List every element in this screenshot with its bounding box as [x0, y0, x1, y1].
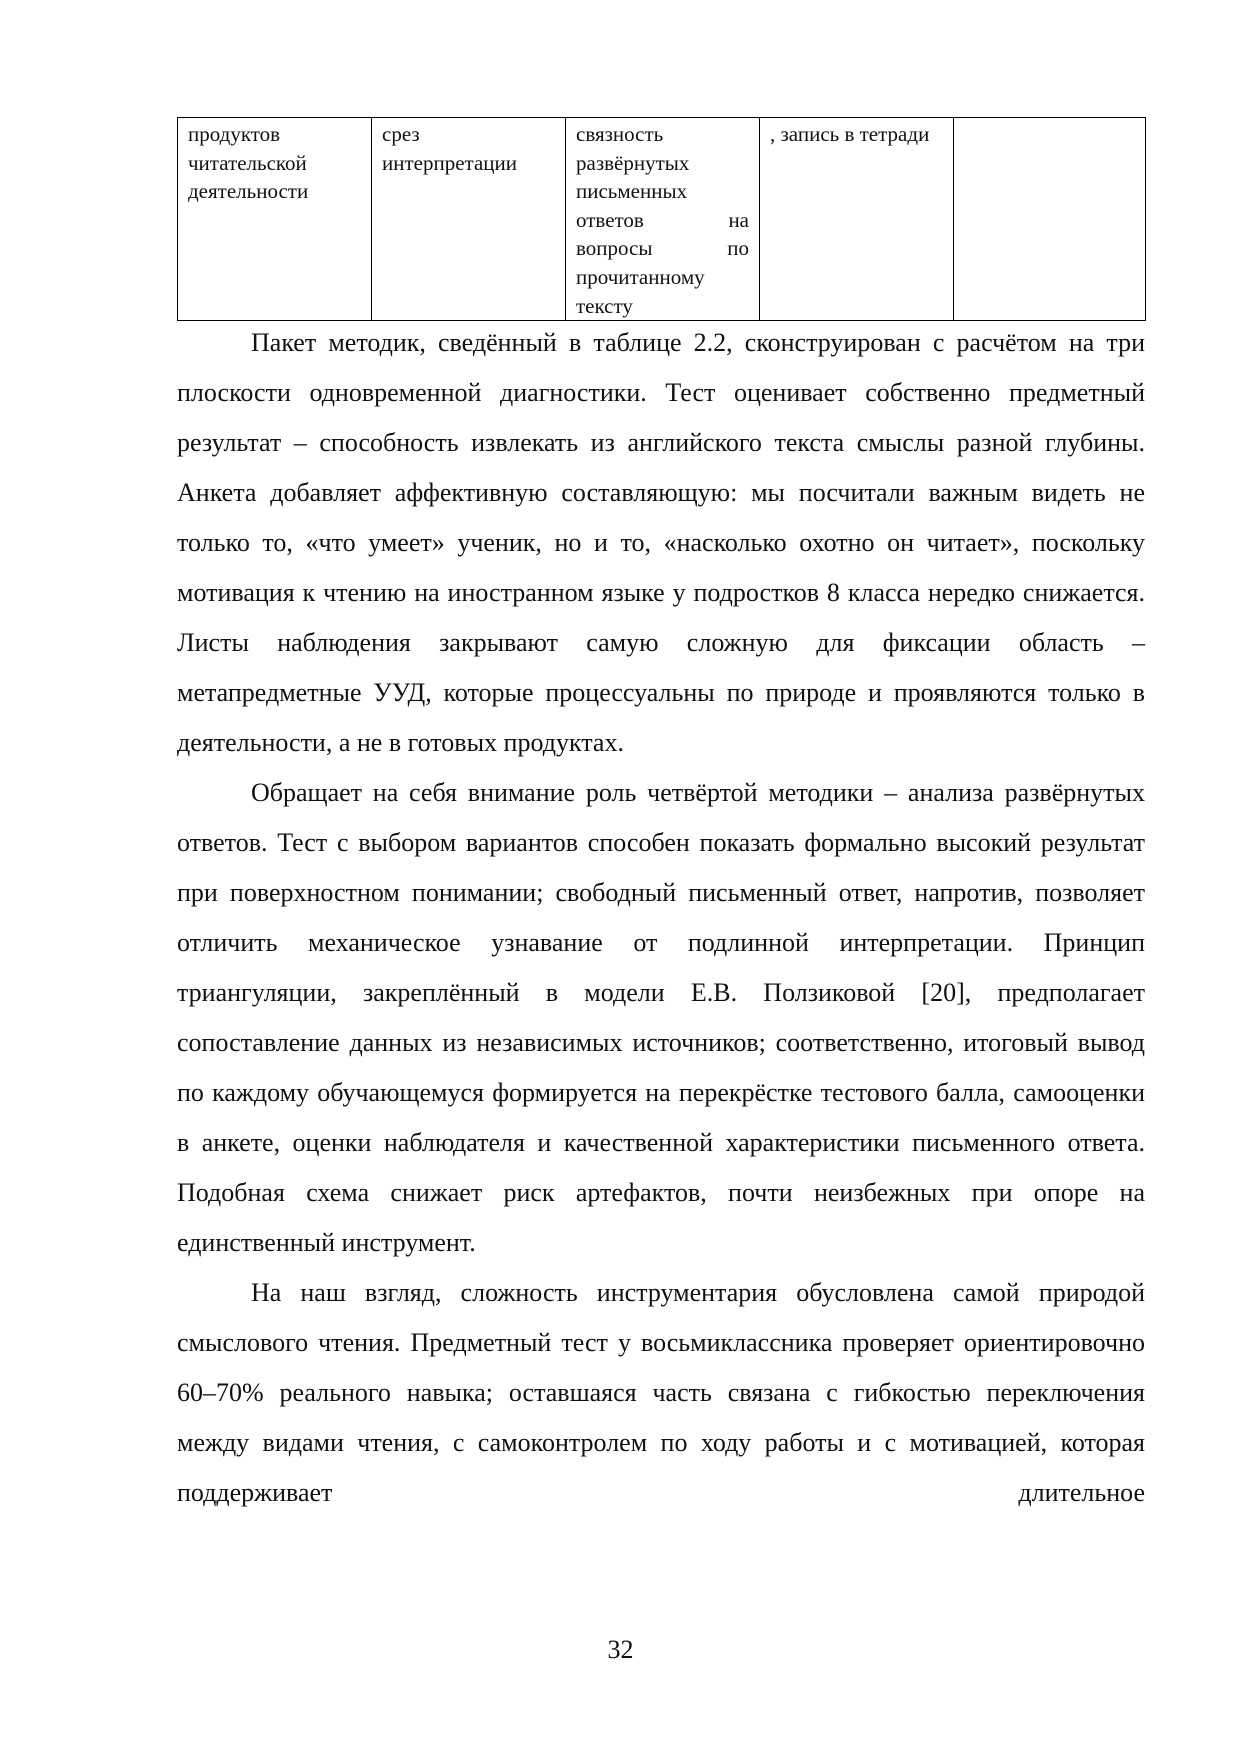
table-cell: продуктов читательской деятельности — [178, 118, 372, 321]
body-text — [177, 318, 1145, 1518]
table-cell — [954, 118, 1146, 321]
table-cell: , запись в тетради — [760, 118, 954, 321]
table-cell: связность развёрнутых письменных ответов на вопросы по прочитанному тексту — [566, 118, 760, 321]
paragraph: Обращает на себя внимание роль четвёртой методики – анализа развёрнутых ответов. Тест с выбором вариантов способен показать формально высокий результат при поверхностном понимании; свободный письменный ответ, напротив, позволяет отличить механическое узнавание от подлинной интерпретации. Принцип триангуляции, закреплённый в модели Е.В. Ползиковой [20], предполагает сопоставление данных из независимых источников; соответственно, итоговый вывод по каждому обучающемуся формируется на перекрёстке тестового балла, самооценки в анкете, оценки наблюдателя и качественной характеристики письменного ответа. Подобная схема снижает риск артефактов, почти неизбежных при опоре на единственный инструмент. — [177, 778, 1145, 1257]
page-number: 32 — [607, 1635, 634, 1664]
paragraph: На наш взгляд, сложность инструментария обусловлена самой природой смыслового чтения. Предметный тест у восьмиклассника проверяет ориентировочно 60–70% реального навыка; оставшаяся часть связана с гибкостью переключения между видами чтения, с самоконтролем по ходу работы и с мотивацией, которая поддерживает длительное — [177, 1278, 1145, 1507]
methods-table-continuation — [177, 117, 1146, 321]
table-cell: срез интерпретации — [372, 118, 566, 321]
table-row — [178, 118, 1146, 321]
paragraph: Пакет методик, сведённый в таблице 2.2, сконструирован с расчётом на три плоскости одновременной диагностики. Тест оценивает собственно предметный результат – способность извлекать из английского текста смыслы разной глубины. Анкета добавляет аффективную составляющую: мы посчитали важным видеть не только то, «что умеет» ученик, но и то, «насколько охотно он читает», поскольку мотивация к чтению на иностранном языке у подростков 8 класса нередко снижается. Листы наблюдения закрывают самую сложную для фиксации область – метапредметные УУД, которые процессуальны по природе и проявляются только в деятельности, а не в готовых продуктах. — [177, 328, 1145, 757]
